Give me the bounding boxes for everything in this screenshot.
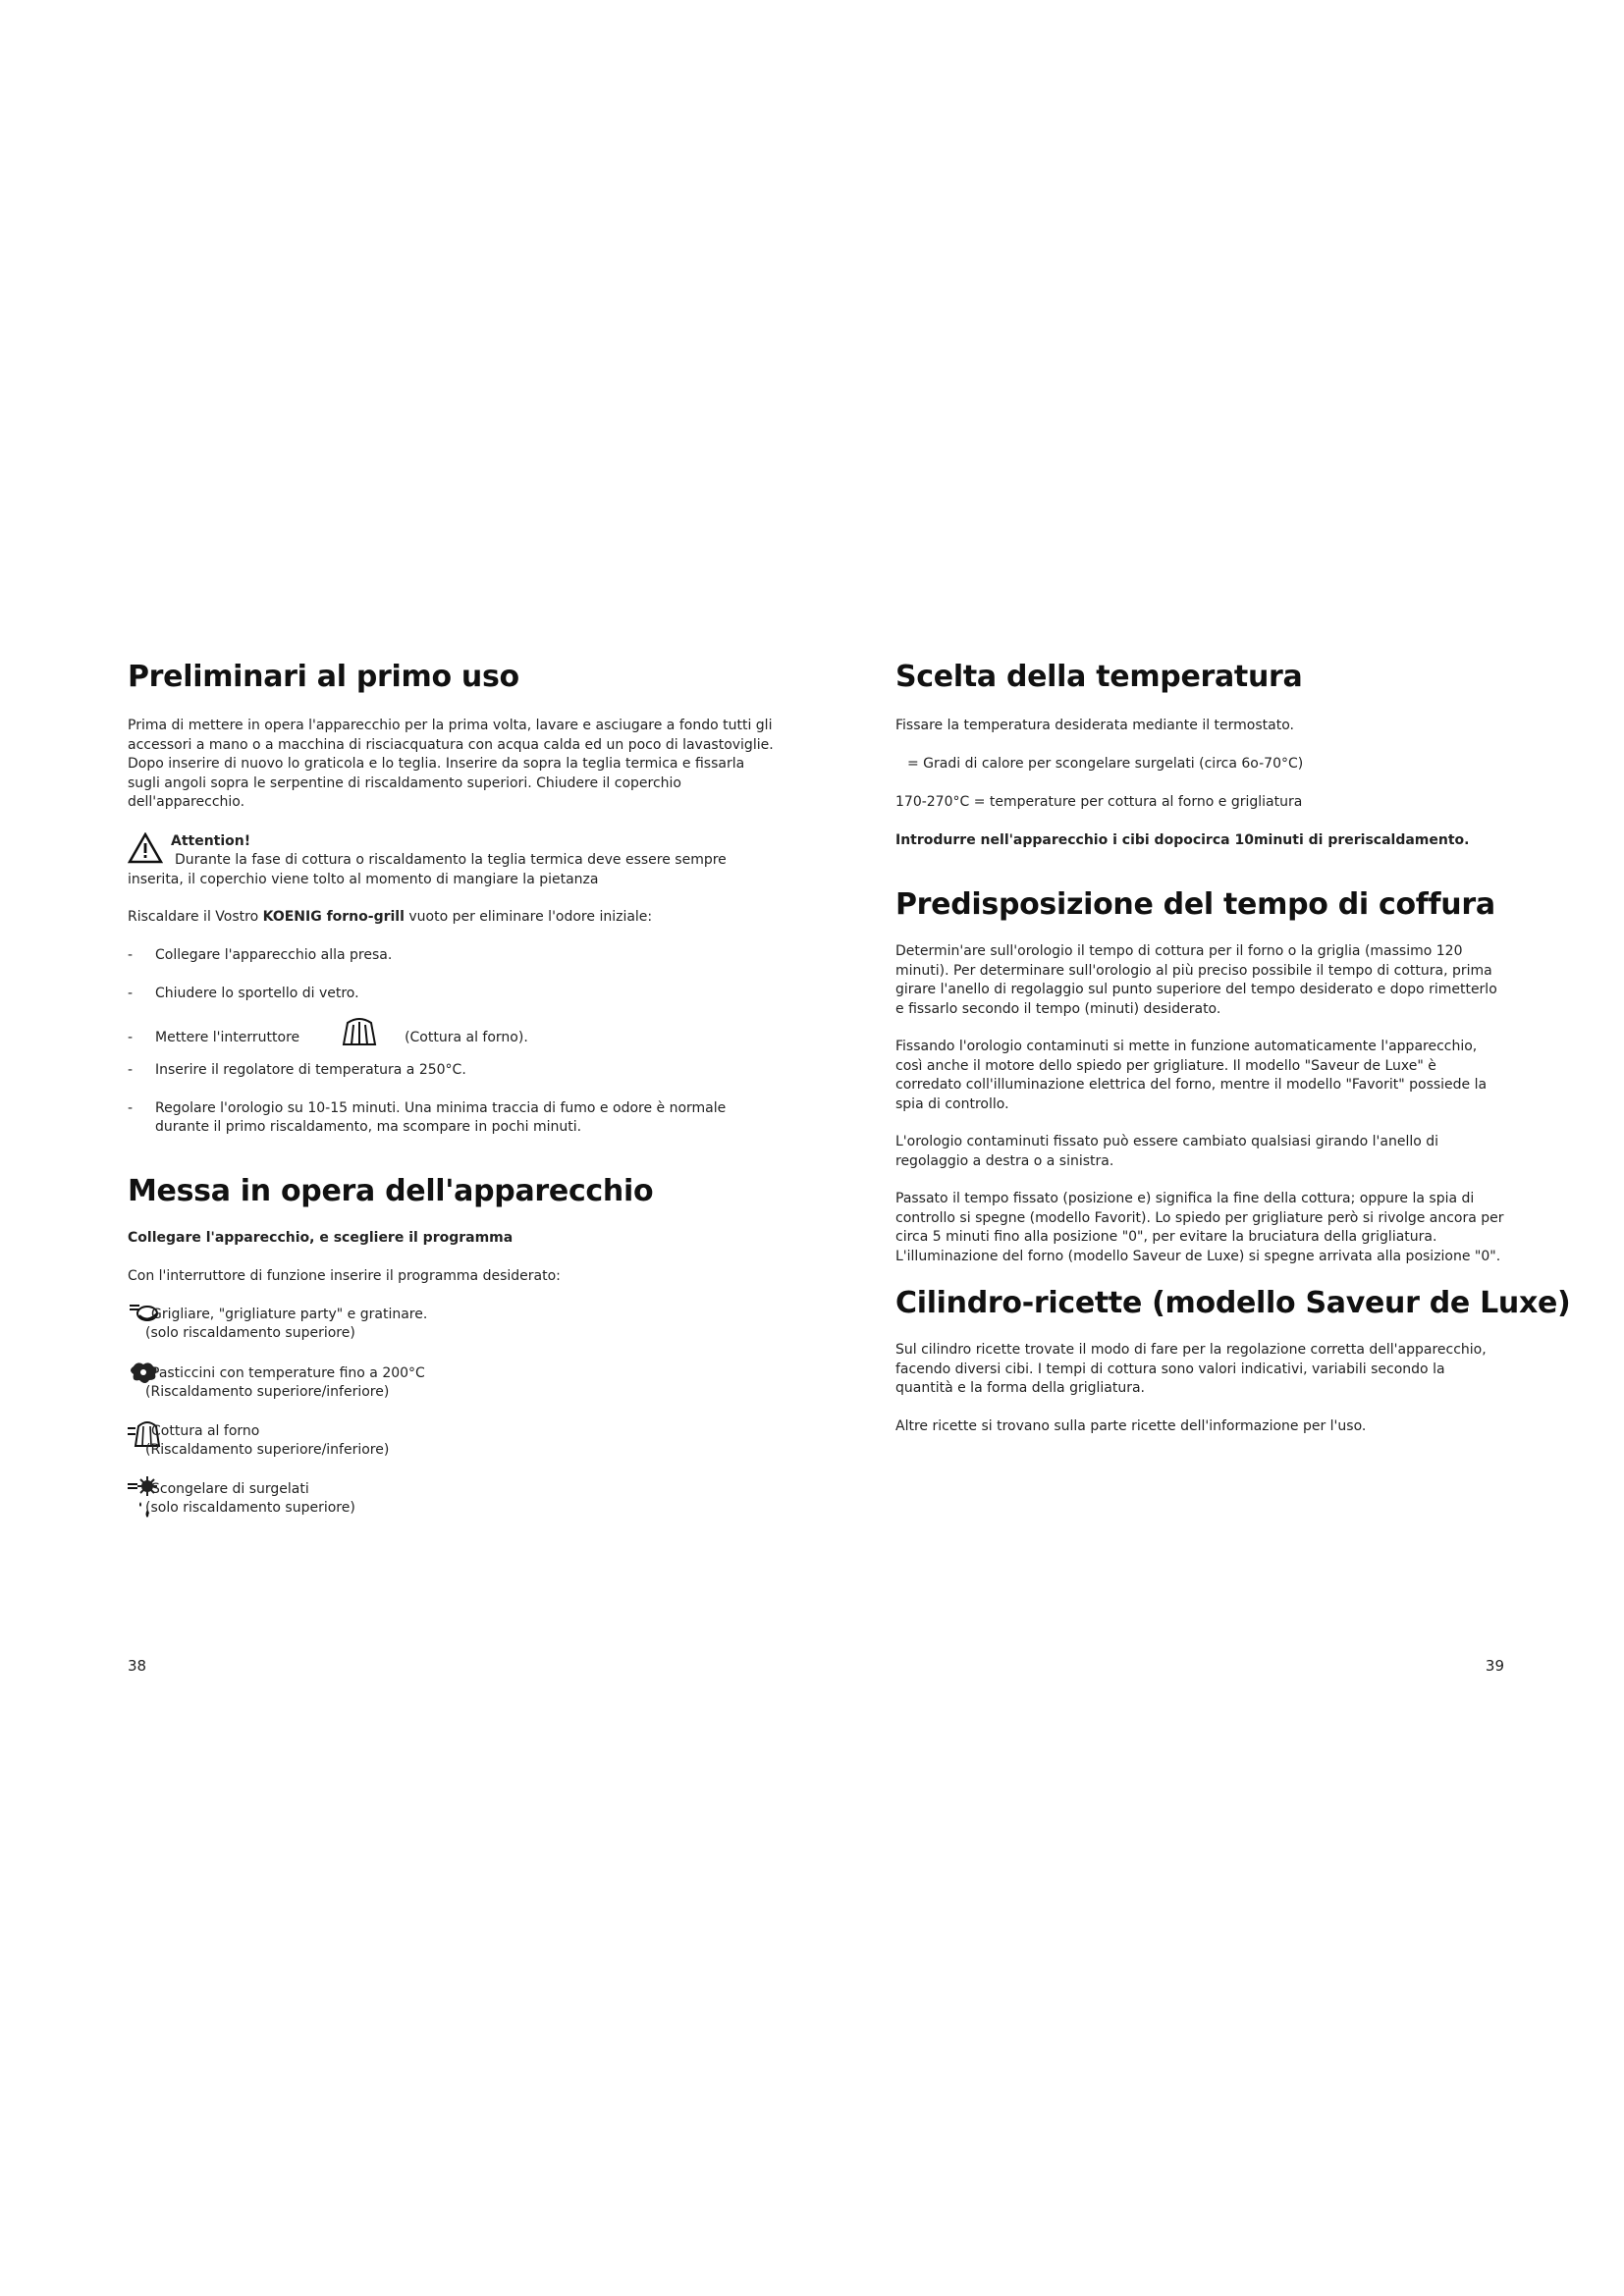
heading-messa-in-opera: Messa in opera dell'apparecchio	[128, 1174, 654, 1208]
temp-range-line: 170-270°C = temperature per cottura al forno e grigliatura	[895, 794, 1303, 810]
preheat-note: Introdurre nell'apparecchio i cibi dopocirca 10minuti di preriscaldamento.	[895, 832, 1470, 848]
preheat-intro	[128, 908, 652, 927]
subheading-collegare: Collegare l'apparecchio, e scegliere il programma	[128, 1230, 514, 1246]
attention-text: Durante la fase di cottura o riscaldamento la teglia termica deve essere sempre inserita, il coperchio viene tolto al momento di mangiare la pietanza	[128, 852, 727, 887]
step-1: - Collegare l'apparecchio alla presa.	[128, 947, 393, 963]
heading-tempo-cottura: Predisposizione del tempo di coffura	[895, 887, 1495, 922]
temp-intro: Fissare la temperatura desiderata mediante il termostato.	[895, 718, 1294, 733]
programs-intro: Con l'interruttore di funzione inserire il programma desiderato:	[128, 1268, 561, 1284]
brand-name: KOENIG forno-grill	[262, 909, 405, 925]
recipe-paragraph-2: Altre ricette si trovano sulla parte ricette dell'informazione per l'uso.	[895, 1418, 1367, 1434]
page-number-left: 38	[128, 1657, 147, 1675]
attention-title: Attention!	[171, 833, 251, 849]
timer-paragraph-3: L'orologio contaminuti fissato può essere cambiato qualsiasi girando l'anello di regolaggio a destra o a sinistra.	[895, 1134, 1439, 1169]
timer-paragraph-1: Determin'are sull'orologio il tempo di cottura per il forno o la griglia (massimo 120 minuti). Per determinare sull'orologio al più preciso possibile il tempo di cottura, prima girare l'anello di regolaggio sul punto superiore del tempo desiderato e dopo rimetterlo e fissarlo secondo il tempo (minuti) desiderato.	[895, 943, 1497, 1017]
preheat-pre: Riscaldare il Vostro	[128, 909, 263, 925]
timer-paragraph-4: Passato il tempo fissato (posizione e) significa la fine della cottura; oppure la spia di controllo si spegne (modello Favorit). Lo spiedo per grigliature però si rivolge ancora per circa 5 minuti fino alla posizione "0", per evitare la bruciatura della grigliatura. L'illuminazione del forno (modello Saveur de Luxe) si spegne arrivata alla posizione "0".	[895, 1191, 1504, 1264]
preheat-post: vuoto per eliminare l'odore iniziale:	[404, 909, 653, 925]
page-number-right: 39	[1485, 1657, 1504, 1675]
recipe-paragraph-1: Sul cilindro ricette trovate il modo di fare per la regolazione corretta dell'apparecchio, facendo diversi cibi. I tempi di cottura sono valori indicativi, variabili secondo la quantità e la forma della grigliatura.	[895, 1342, 1487, 1396]
heading-cilindro-ricette: Cilindro-ricette (modello Saveur de Luxe)	[895, 1286, 1571, 1320]
step-3: - Mettere l'interruttore (Cottura al forno).	[128, 1023, 528, 1052]
intro-paragraph: Prima di mettere in opera l'apparecchio per la prima volta, lavare e asciugare a fondo tutti gli accessori a mano o a macchina di risciacquatura con acqua calda ed un poco di lavastoviglie. Dopo inserire di nuovo lo graticola e lo teglia. Inserire da sopra la teglia termica e fissarla sugli angoli sopra le serpentine di riscaldamento superiori. Chiudere il coperchio dell'apparecchio.	[128, 718, 774, 810]
timer-paragraph-2: Fissando l'orologio contaminuti si mette in funzione automaticamente l'apparecchio, così anche il motore dello spiedo per grigliature. Il modello "Saveur de Luxe" è corredato coll'illuminazione elettrica del forno, mentre il modello "Favorit" possiede la spia di controllo.	[895, 1039, 1488, 1112]
bake-mode-icon	[340, 1017, 379, 1046]
temp-defrost-line: = Gradi di calore per scongelare surgelati (circa 6o-70°C)	[907, 756, 1304, 772]
step-5: - Regolare l'orologio su 10-15 minuti. Una minima traccia di fumo e odore è normale	[128, 1100, 727, 1116]
heading-temperatura: Scelta della temperatura	[895, 660, 1303, 694]
step-4: - Inserire il regolatore di temperatura a 250°C.	[128, 1062, 466, 1078]
step-2: - Chiudere lo sportello di vetro.	[128, 986, 359, 1001]
heading-preliminari: Preliminari al primo uso	[128, 660, 519, 694]
step-5-continued: durante il primo riscaldamento, ma scompare in pochi minuti.	[155, 1119, 582, 1135]
